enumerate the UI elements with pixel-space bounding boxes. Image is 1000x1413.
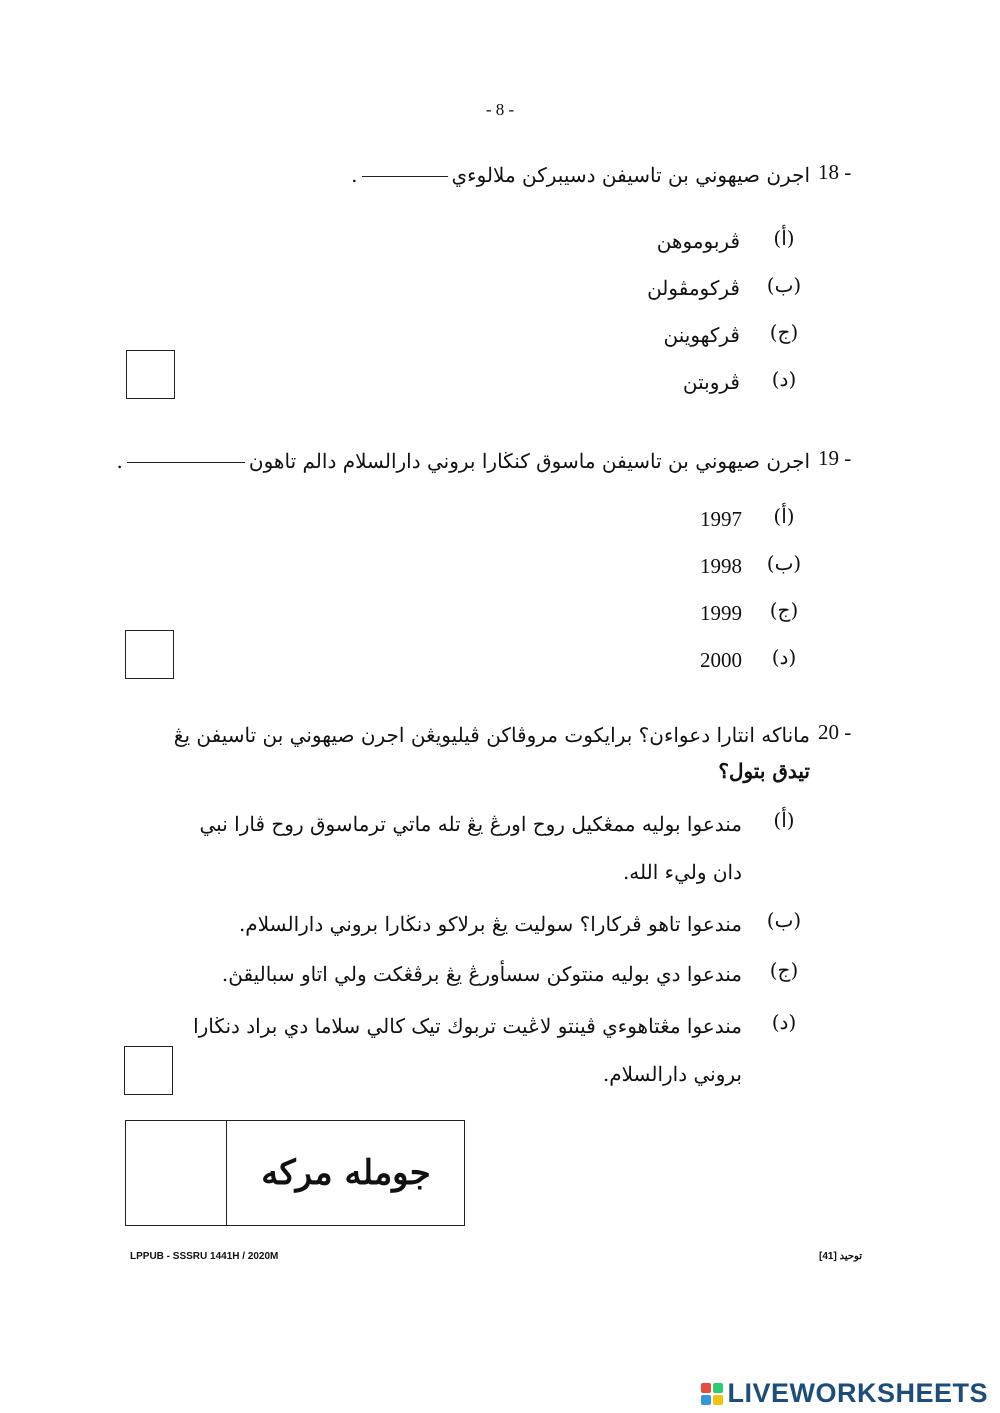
- q19-option-a-text: 1997: [700, 507, 742, 531]
- question-18-text: [351, 160, 810, 190]
- question-20-text-line2: تيدق بتول؟: [718, 759, 810, 783]
- question-20-text-line1: ماناكه انتارا دعواءن؟ برايكوت مروڤاكن ڤيليويڠن اجرن صيهوني بن تاسيفن يڠ: [173, 723, 810, 747]
- total-marks-divider: [226, 1121, 227, 1225]
- q19-option-a-label: (أ): [773, 504, 795, 528]
- q20-answer-box[interactable]: [124, 1046, 173, 1095]
- total-marks-box: [125, 1120, 465, 1226]
- question-18-blank: [362, 176, 448, 177]
- q20-option-a-text: مندعوا بوليه ممڠكيل روح اورڠ يڠ تله ماتي ترماسوق روح ڤارا نبي دان وليء الله.: [199, 812, 742, 884]
- q18-option-a-label: (أ): [773, 226, 795, 250]
- q19-option-d-label: (د): [771, 645, 797, 669]
- question-18-end: .: [351, 163, 358, 187]
- q19-option-b-label: (ب): [766, 551, 802, 575]
- q18-option-d-label: (د): [771, 367, 797, 391]
- q18-option-d-text: ڤروبتن: [682, 370, 740, 394]
- footer-left: LPPUB - SSSRU 1441H / 2020M: [130, 1251, 279, 1262]
- q20-option-c-label: (ج): [769, 958, 799, 982]
- q20-option-c-text: مندعوا دي بوليه منتوكن سسأورڠ يڠ برڤڠكت ولي اتاو سباليقڽ.: [221, 962, 742, 986]
- q19-option-d-text: 2000: [700, 648, 742, 672]
- q18-option-c-label: (ج): [769, 320, 799, 344]
- question-19-stem: اجرن صيهوني بن تاسيفن ماسوق كنڬارا بروني دارالسلام دالم تاهون: [248, 449, 810, 473]
- question-19-blank: [127, 462, 245, 463]
- question-19-end: .: [116, 449, 123, 473]
- q18-option-b-label: (ب): [766, 273, 802, 297]
- q19-option-c-text: 1999: [700, 601, 742, 625]
- q18-option-a-text: ڤربوموهن: [656, 229, 740, 253]
- liveworksheets-logo-text: LIVEWORKSHEETS: [727, 1378, 988, 1408]
- q20-option-b-label: (ب): [766, 908, 802, 932]
- question-20-number: 20 -: [818, 720, 852, 744]
- q18-option-c-text: ڤركهوينن: [663, 323, 740, 347]
- question-18-number: 18 -: [818, 160, 852, 184]
- q20-option-d-text: مندعوا مڠتاهوءي ڤينتو لاڠيت تربوك تيک كالي سلاما دي براد دنڬارا بروني دارالسلام.: [193, 1014, 742, 1086]
- q18-answer-box[interactable]: [126, 350, 175, 399]
- total-marks-input-cell[interactable]: [126, 1121, 225, 1224]
- page-number: - 8 -: [485, 100, 515, 119]
- liveworksheets-logo-icon: [701, 1383, 723, 1405]
- liveworksheets-logo: [701, 1378, 988, 1409]
- total-marks-label: جومله مركه: [261, 1153, 431, 1193]
- q18-option-b-text: ڤركومڤولن: [647, 276, 740, 300]
- q19-option-c-label: (ج): [769, 598, 799, 622]
- q20-option-a-label: (أ): [773, 808, 795, 832]
- q19-answer-box[interactable]: [125, 630, 174, 679]
- question-19-text: [117, 446, 810, 476]
- q20-option-d-label: (د): [771, 1010, 797, 1034]
- q19-option-b-text: 1998: [700, 554, 742, 578]
- question-19-number: 19 -: [818, 446, 852, 470]
- q20-option-b-text: مندعوا تاهو ڤركارا؟ سوليت يڠ برلاكو دنڬارا بروني دارالسلام.: [238, 912, 742, 936]
- footer-right: توحيد [41]: [819, 1251, 862, 1262]
- question-18-stem: اجرن صيهوني بن تاسيفن دسيبركن ملالوءي: [451, 163, 810, 187]
